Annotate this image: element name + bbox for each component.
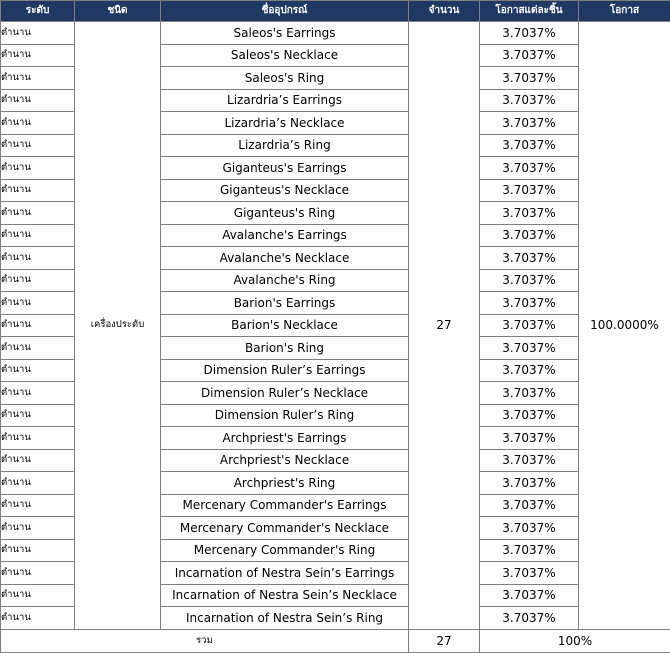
table-row — [1, 22, 670, 45]
tier-cell: ตำนาน — [1, 247, 75, 270]
quantity-cell: 27 — [409, 22, 480, 630]
chance-each-cell: 3.7037% — [480, 337, 579, 360]
tier-cell: ตำนาน — [1, 562, 75, 585]
tier-cell: ตำนาน — [1, 584, 75, 607]
item-name-cell: Barion's Earrings — [161, 292, 409, 315]
item-name-cell: Giganteus's Necklace — [161, 179, 409, 202]
chance-each-cell: 3.7037% — [480, 44, 579, 67]
header-chance: โอกาส — [579, 1, 670, 22]
chance-each-cell: 3.7037% — [480, 224, 579, 247]
item-name-cell: Dimension Ruler’s Earrings — [161, 359, 409, 382]
item-name-cell: Barion's Ring — [161, 337, 409, 360]
tier-cell: ตำนาน — [1, 89, 75, 112]
item-name-cell: Mercenary Commander's Earrings — [161, 494, 409, 517]
chance-each-cell: 3.7037% — [480, 202, 579, 225]
header-item-name: ชื่ออุปกรณ์ — [161, 1, 409, 22]
summary-quantity: 27 — [409, 629, 480, 652]
summary-row — [1, 629, 670, 652]
chance-each-cell: 3.7037% — [480, 607, 579, 630]
chance-each-cell: 3.7037% — [480, 157, 579, 180]
chance-each-cell: 3.7037% — [480, 179, 579, 202]
chance-each-cell: 3.7037% — [480, 112, 579, 135]
item-name-cell: Saleos's Ring — [161, 67, 409, 90]
tier-cell: ตำนาน — [1, 134, 75, 157]
item-name-cell: Archpriest's Necklace — [161, 449, 409, 472]
chance-each-cell: 3.7037% — [480, 404, 579, 427]
header-tier: ระดับ — [1, 1, 75, 22]
chance-each-cell: 3.7037% — [480, 382, 579, 405]
chance-each-cell: 3.7037% — [480, 359, 579, 382]
item-name-cell: Dimension Ruler’s Ring — [161, 404, 409, 427]
chance-each-cell: 3.7037% — [480, 314, 579, 337]
header-row — [1, 1, 670, 22]
tier-cell: ตำนาน — [1, 67, 75, 90]
tier-cell: ตำนาน — [1, 449, 75, 472]
tier-cell: ตำนาน — [1, 314, 75, 337]
item-name-cell: Lizardria’s Ring — [161, 134, 409, 157]
tier-cell: ตำนาน — [1, 22, 75, 45]
tier-cell: ตำนาน — [1, 472, 75, 495]
chance-each-cell: 3.7037% — [480, 22, 579, 45]
item-name-cell: Avalanche's Necklace — [161, 247, 409, 270]
item-name-cell: Archpriest's Ring — [161, 472, 409, 495]
item-name-cell: Lizardria’s Earrings — [161, 89, 409, 112]
item-name-cell: Mercenary Commander's Necklace — [161, 517, 409, 540]
total-chance-cell: 100.0000% — [579, 22, 670, 630]
tier-cell: ตำนาน — [1, 292, 75, 315]
summary-chance: 100% — [480, 629, 670, 652]
item-name-cell: Lizardria’s Necklace — [161, 112, 409, 135]
chance-each-cell: 3.7037% — [480, 449, 579, 472]
tier-cell: ตำนาน — [1, 404, 75, 427]
item-name-cell: Incarnation of Nestra Sein’s Earrings — [161, 562, 409, 585]
item-name-cell: Avalanche's Earrings — [161, 224, 409, 247]
chance-each-cell: 3.7037% — [480, 472, 579, 495]
tier-cell: ตำนาน — [1, 607, 75, 630]
tier-cell: ตำนาน — [1, 517, 75, 540]
item-name-cell: Archpriest's Earrings — [161, 427, 409, 450]
chance-each-cell: 3.7037% — [480, 269, 579, 292]
chance-each-cell: 3.7037% — [480, 427, 579, 450]
tier-cell: ตำนาน — [1, 494, 75, 517]
tier-cell: ตำนาน — [1, 269, 75, 292]
tier-cell: ตำนาน — [1, 157, 75, 180]
item-name-cell: Giganteus's Ring — [161, 202, 409, 225]
item-name-cell: Incarnation of Nestra Sein’s Ring — [161, 607, 409, 630]
type-cell: เครื่องประดับ — [75, 22, 161, 630]
chance-each-cell: 3.7037% — [480, 517, 579, 540]
chance-each-cell: 3.7037% — [480, 67, 579, 90]
chance-each-cell: 3.7037% — [480, 89, 579, 112]
tier-cell: ตำนาน — [1, 202, 75, 225]
summary-label: รวม — [1, 629, 409, 652]
chance-each-cell: 3.7037% — [480, 292, 579, 315]
item-name-cell: Dimension Ruler’s Necklace — [161, 382, 409, 405]
tier-cell: ตำนาน — [1, 179, 75, 202]
chance-each-cell: 3.7037% — [480, 247, 579, 270]
item-name-cell: Saleos's Necklace — [161, 44, 409, 67]
item-name-cell: Saleos's Earrings — [161, 22, 409, 45]
chance-each-cell: 3.7037% — [480, 562, 579, 585]
header-quantity: จำนวน — [409, 1, 480, 22]
tier-cell: ตำนาน — [1, 427, 75, 450]
tier-cell: ตำนาน — [1, 112, 75, 135]
tier-cell: ตำนาน — [1, 224, 75, 247]
item-name-cell: Mercenary Commander's Ring — [161, 539, 409, 562]
tier-cell: ตำนาน — [1, 359, 75, 382]
tier-cell: ตำนาน — [1, 44, 75, 67]
chance-each-cell: 3.7037% — [480, 134, 579, 157]
chance-each-cell: 3.7037% — [480, 539, 579, 562]
item-name-cell: Barion's Necklace — [161, 314, 409, 337]
item-name-cell: Giganteus's Earrings — [161, 157, 409, 180]
item-name-cell: Avalanche's Ring — [161, 269, 409, 292]
item-name-cell: Incarnation of Nestra Sein’s Necklace — [161, 584, 409, 607]
header-chance-each: โอกาสแต่ละชิ้น — [480, 1, 579, 22]
tier-cell: ตำนาน — [1, 539, 75, 562]
tier-cell: ตำนาน — [1, 337, 75, 360]
chance-each-cell: 3.7037% — [480, 494, 579, 517]
chance-each-cell: 3.7037% — [480, 584, 579, 607]
header-type: ชนิด — [75, 1, 161, 22]
tier-cell: ตำนาน — [1, 382, 75, 405]
